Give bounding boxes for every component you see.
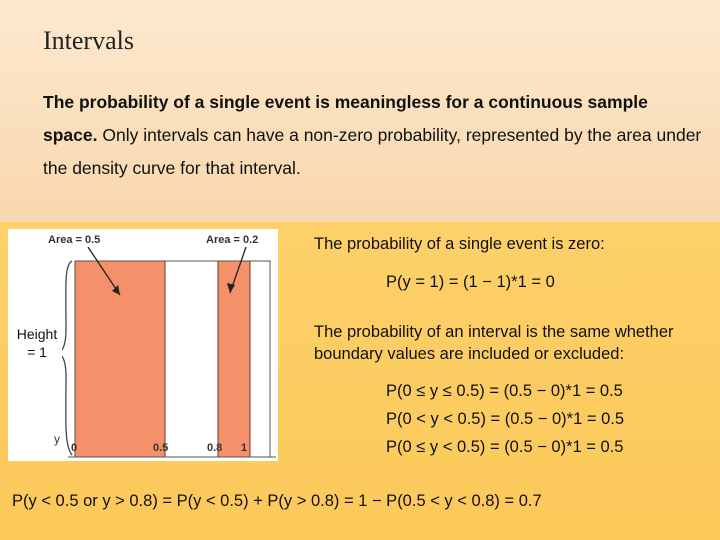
height-label: [12, 325, 62, 361]
area-label-2: Area = 0.2: [206, 234, 259, 246]
intro-paragraph: [43, 86, 703, 185]
area-0-0.5: [75, 261, 165, 457]
tick-0: 0: [71, 442, 78, 454]
interval-formula-1: P(0 ≤ y ≤ 0.5) = (0.5 − 0)*1 = 0.5: [386, 382, 623, 400]
height-label-line1: Height: [16, 326, 58, 342]
interval-statement: The probability of an interval is the same whether boundary values are included or excluded:: [314, 323, 674, 363]
area-0.8-1: [218, 261, 250, 457]
tick-1: 1: [241, 442, 248, 454]
single-event-statement: The probability of a single event is zero:: [314, 235, 605, 253]
single-event-formula: P(y = 1) = (1 − 1)*1 = 0: [386, 273, 555, 291]
interval-formula-3: P(0 ≤ y < 0.5) = (0.5 − 0)*1 = 0.5: [386, 438, 624, 456]
area-label-1: Area = 0.5: [48, 234, 101, 246]
intro-rest: Only intervals can have a non-zero probability, represented by the area under the density curve for that interval.: [43, 125, 702, 178]
y-axis-label: y: [54, 432, 60, 446]
union-formula: P(y < 0.5 or y > 0.8) = P(y < 0.5) + P(y > 0.8) = 1 − P(0.5 < y < 0.8) = 0.7: [12, 492, 542, 510]
intro-bold: The probability of a single event is meaningless for a continuous sample space.: [43, 92, 648, 145]
interval-formula-2: P(0 < y < 0.5) = (0.5 − 0)*1 = 0.5: [386, 410, 625, 428]
slide-title: Intervals: [43, 26, 134, 55]
height-label-line2: = 1: [27, 344, 47, 360]
tick-0.8: 0.8: [207, 442, 223, 454]
tick-0.5: 0.5: [153, 442, 169, 454]
